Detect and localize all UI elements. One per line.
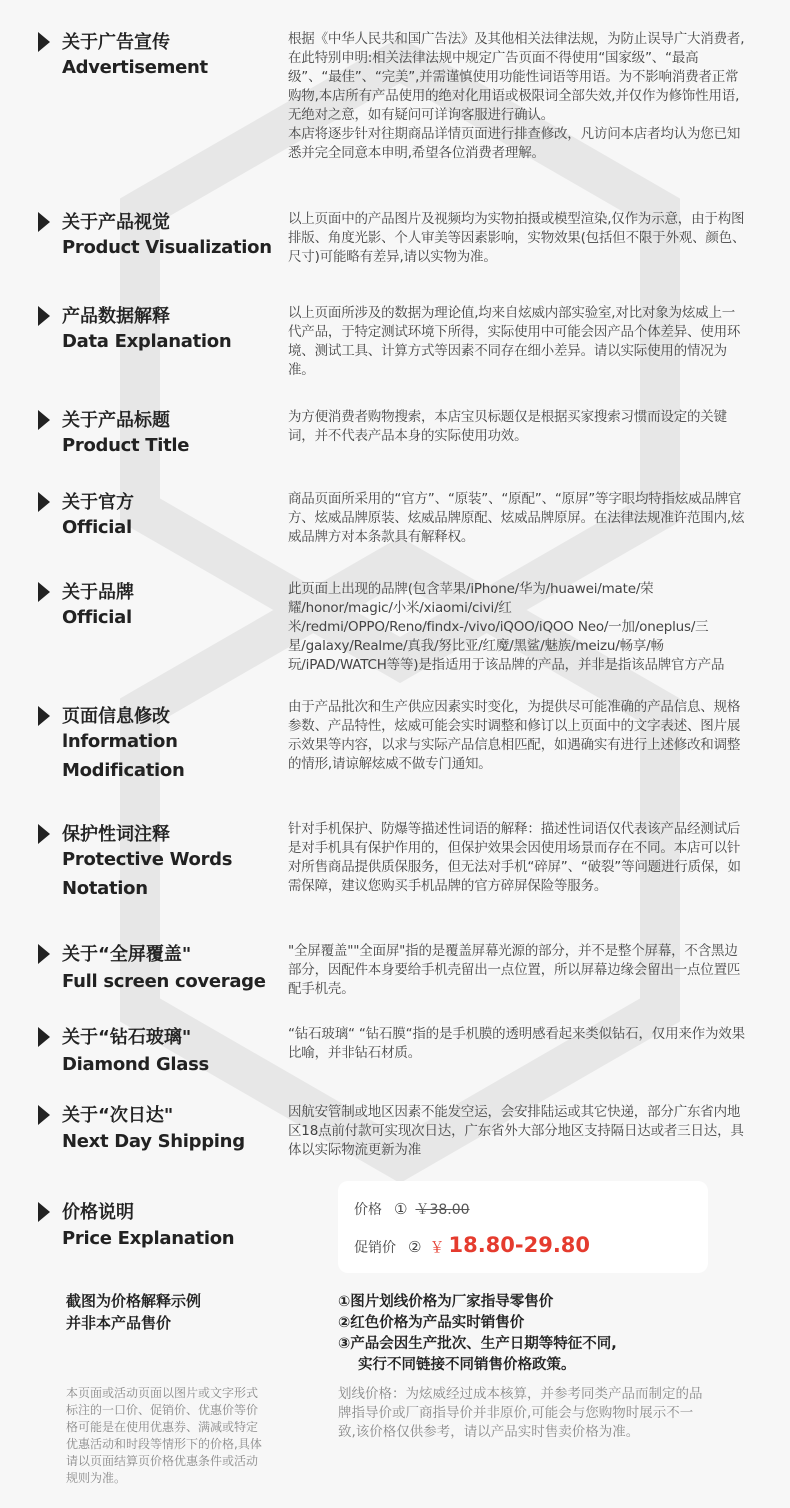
description-paragraph: 为方便消费者购物搜索，本店宝贝标题仅是根据买家搜索习惯而设定的关键词，并不代表产品本身的实际使用功效。 [288, 409, 727, 444]
triangle-bullet-icon [38, 706, 50, 726]
triangle-bullet-icon [38, 1105, 50, 1125]
section-title-en: Product Visualization [62, 237, 272, 258]
description-paragraph: 根据《中华人民共和国广告法》及其他相关法律法规，为防止误导广大消费者,在此特别申明:相关法律法规中规定广告页面不得使用“国家级”、“最高级”、“最佳”、“完美”,并需谨慎使用功能性词语等用语。为不影响消费者正常购物,本店所有产品使用的绝对化用语或极限词全部失效,并仅作为修饰性用语,无绝对之意，如有疑问可详询客服进行确认。 [288, 31, 745, 123]
section-title-zh: 价格说明 [62, 1202, 134, 1223]
marker-two-icon: ② [408, 1238, 422, 1256]
section-title-zh: 产品数据解释 [62, 306, 170, 327]
description-paragraph: 由于产品批次和生产供应因素实时变化，为提供尽可能准确的产品信息、规格参数、产品特性，炫威可能会实时调整和修订以上页面中的文字表述、图片展示效果等内容，以求与实际产品信息相匹配，如遇确实有进行上述修改和调整的情形,请谅解炫威不做专门通知。 [288, 699, 741, 772]
footer-disclaimer-left: 本页面或活动页面以图片或文字形式标注的一口价、促销价、优惠价等价格可能是在使用优惠券、满减或特定优惠活动和时段等情形下的价格,具体请以页面结算页价格优惠条件或活动规则为准。 [66, 1386, 262, 1485]
section-title-zh: 关于产品视觉 [62, 212, 170, 233]
section-title-zh: 关于“全屏覆盖" [62, 944, 192, 965]
section-description [288, 408, 748, 446]
section-title-en: Next Day Shipping [62, 1131, 245, 1152]
legend-line-4: 实行不同链接不同销售价格政策。 [358, 1357, 576, 1373]
triangle-bullet-icon [38, 824, 50, 844]
triangle-bullet-icon [38, 32, 50, 52]
section-title-en: lnformation [62, 731, 178, 752]
section-description [288, 210, 748, 267]
section-description [288, 580, 748, 675]
section-title-en: Diamond Glass [62, 1054, 209, 1075]
section-title-zh: 关于“钻石玻璃" [62, 1027, 192, 1048]
section-title-zh: 关于“次日达" [62, 1105, 174, 1126]
triangle-bullet-icon [38, 306, 50, 326]
description-paragraph: 本店将逐步针对往期商品详情页面进行排查修改，凡访问本店者均认为您已知悉并完全同意本申明,希望各位消费者理解。 [288, 126, 741, 161]
section-title-en: Full screen coverage [62, 971, 266, 992]
section-title-en: Notation [62, 878, 148, 899]
section-description [288, 304, 748, 380]
description-paragraph: 以上页面所涉及的数据为理论值,均来自炫威内部实验室,对比对象为炫威上一代产品，于特定测试环境下所得，实际使用中可能会因产品个体差异、使用环境、测试工具、计算方式等因素不同存在细小差异。请以实际使用的情况为准。 [288, 305, 741, 378]
section-description [288, 30, 748, 163]
original-price-row [354, 1199, 470, 1219]
section-description [288, 490, 748, 547]
description-paragraph: "全屏覆盖""全面屏"指的是覆盖屏幕光源的部分，并不是整个屏幕，不含黑边部分，因配件本身要给手机壳留出一点位置，所以屏幕边缘会留出一点位置匹配手机壳。 [288, 943, 741, 997]
section-description [288, 942, 748, 999]
triangle-bullet-icon [38, 410, 50, 430]
triangle-bullet-icon [38, 582, 50, 602]
section-description [288, 698, 748, 774]
note-line: 截图为价格解释示例 [66, 1292, 202, 1310]
description-paragraph: 商品页面所采用的“官方”、“原装”、“原配”、“原屏”等字眼均特指炫威品牌官方、炫威品牌原装、炫威品牌原配、炫威品牌原屏。在法律法规准许范围内,炫威品牌方对本条款具有解释权。 [288, 491, 745, 545]
section-title-en: Advertisement [62, 57, 208, 78]
section-title-zh: 页面信息修改 [62, 706, 170, 727]
sale-price-row [354, 1233, 590, 1257]
currency-symbol: ￥ [429, 1238, 445, 1256]
section-title-en: Official [62, 607, 132, 628]
original-price: ￥38.00 [415, 1202, 470, 1218]
marker-one-icon: ① [394, 1200, 408, 1218]
section-title-en: Price Explanation [62, 1228, 235, 1249]
legend-line-1: ①图片划线价格为厂家指导零售价 [338, 1294, 554, 1310]
section-title-en: Product Title [62, 435, 190, 456]
section-description [288, 1103, 748, 1160]
price-label: 价格 [354, 1202, 382, 1218]
description-paragraph: 针对手机保护、防爆等描述性词语的解释：描述性词语仅代表该产品经测试后是对手机具有保护作用的，但保护效果会因使用场景而存在不同。本店可以针对所售商品提供质保服务，但无法对手机“碎屏”、“破裂”等问题进行质保，如需保障，建议您购买手机品牌的官方碎屏保险等服务。 [288, 821, 741, 894]
section-title-en: Protective Words [62, 849, 233, 870]
price-example-card [338, 1181, 708, 1273]
section-title-en: Modification [62, 760, 185, 781]
section-title-zh: 关于官方 [62, 492, 134, 513]
section-description [288, 1025, 748, 1063]
price-example-note [66, 1290, 201, 1334]
section-title-zh: 关于广告宣传 [62, 32, 170, 53]
section-title-zh: 保护性词注释 [62, 824, 170, 845]
triangle-bullet-icon [38, 492, 50, 512]
section-title-en: Official [62, 517, 132, 538]
legend-line-2: ②红色价格为产品实时销售价 [338, 1315, 525, 1331]
section-description [288, 820, 748, 896]
note-line: 并非本产品售价 [66, 1314, 172, 1332]
description-paragraph: 此页面上出现的品牌(包含苹果/iPhone/华为/huawei/mate/荣耀/honor/magic/小米/xiaomi/civi/红米/redmi/OPPO/Reno/findx-/vivo/iQOO/iQOO Neo/一加/oneplus/三星/galaxy/Realme/真我/努比亚/红魔/黑鲨/魅族/meizu/畅享/畅玩/iPAD/WATCH等等)是指适用于该品牌的产品，并非是指该品牌官方产品 [288, 581, 725, 673]
sale-price: 18.80-29.80 [448, 1233, 591, 1257]
triangle-bullet-icon [38, 1027, 50, 1047]
description-paragraph: 因航安管制或地区因素不能发空运，会安排陆运或其它快递，部分广东省内地区18点前付款可实现次日达，广东省外大部分地区支持隔日达或者三日达，具体以实际物流更新为准 [288, 1104, 744, 1158]
section-title-zh: 关于产品标题 [62, 410, 170, 431]
description-paragraph: “钻石玻璃“ “钻石膜“指的是手机膜的透明感看起来类似钻石，仅用来作为效果比喻，并非钻石材质。 [288, 1026, 745, 1061]
legend-line-3: ③产品会因生产批次、生产日期等特征不同, [338, 1336, 617, 1352]
triangle-bullet-icon [38, 1202, 50, 1222]
footer-disclaimer-right: 划线价格：为炫威经过成本核算，并参考同类产品而制定的品牌指导价或厂商指导价并非原价,可能会与您购物时展示不一致,该价格仅供参考，请以产品实时售卖价格为准。 [338, 1386, 703, 1440]
section-title-zh: 关于品牌 [62, 582, 134, 603]
triangle-bullet-icon [38, 944, 50, 964]
triangle-bullet-icon [38, 212, 50, 232]
price-legend [338, 1292, 617, 1376]
section-title-en: Data Explanation [62, 331, 232, 352]
description-paragraph: 以上页面中的产品图片及视频均为实物拍摄或模型渲染,仅作为示意，由于构图排版、角度光影、个人审美等因素影响，实物效果(包括但不限于外观、颜色、尺寸)可能略有差异,请以实物为准。 [288, 211, 746, 265]
sale-price-label: 促销价 [354, 1240, 396, 1256]
